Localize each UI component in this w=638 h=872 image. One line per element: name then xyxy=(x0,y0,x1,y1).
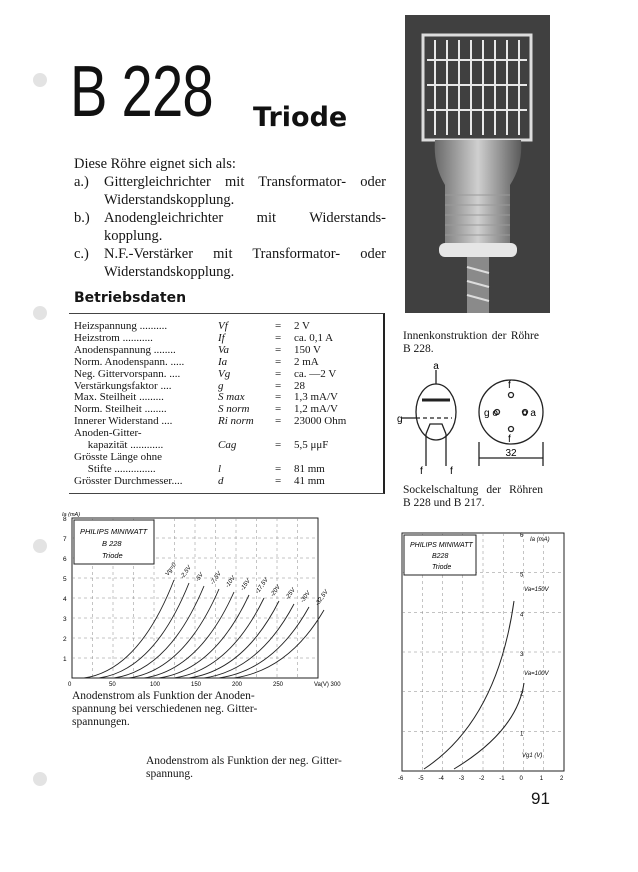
row-value: 81 mm xyxy=(294,462,325,475)
curve-label: -10V xyxy=(224,575,237,590)
x-tick-label: Va(V) 300 xyxy=(314,682,341,688)
use-item-text: Gittergleichrichter mit Transformator- oder Widerstandskopplung. xyxy=(104,174,386,208)
chart-brand: PHILIPS MINIWATT xyxy=(410,542,473,549)
row-symbol: Cag xyxy=(218,439,237,451)
chart-right xyxy=(392,525,572,783)
socket-pin-f-top: f xyxy=(508,380,511,391)
row-value: 2 mA xyxy=(294,355,319,368)
y-tick-label: 6 xyxy=(63,556,67,563)
curve-label: -17,5V xyxy=(254,577,270,596)
binder-hole xyxy=(33,306,47,320)
row-equals: = xyxy=(275,379,282,392)
y-tick-label: 5 xyxy=(520,572,524,579)
y-tick-label: 3 xyxy=(520,652,524,658)
socket-diagram xyxy=(396,362,556,477)
row-symbol: Vg xyxy=(218,367,231,380)
curve-label: -30V xyxy=(299,590,312,605)
row-equals: = xyxy=(275,403,282,416)
socket-label-g: g xyxy=(397,414,403,425)
transfer-curve xyxy=(424,601,514,769)
row-name: Heizstrom ........... xyxy=(74,331,153,344)
row-symbol: Vf xyxy=(218,320,228,332)
socket-diagram-svg xyxy=(396,362,556,477)
y-tick-label: 3 xyxy=(63,616,67,623)
socket-label-f2: f xyxy=(450,466,453,477)
chart-corner-label: Ia (mA) xyxy=(530,537,550,543)
socket-pin-g: g o xyxy=(484,408,498,419)
socket-label-f1: f xyxy=(420,466,423,477)
section-heading: Betriebsdaten xyxy=(74,290,187,306)
use-item-text: N.F.-Verstärker mit Transformator- oder Widerstandskopplung. xyxy=(104,246,386,280)
use-item-b xyxy=(74,209,386,245)
socket-pin-f-bottom: f xyxy=(508,434,511,445)
chart-left-svg xyxy=(56,508,341,688)
chart-brand: PHILIPS MINIWATT xyxy=(80,527,148,536)
x-tick-label: 150 xyxy=(191,682,202,688)
row-equals: = xyxy=(275,320,282,332)
row-equals: = xyxy=(275,474,282,487)
x-tick-label: 200 xyxy=(232,682,243,688)
row-symbol: d xyxy=(218,474,224,487)
row-equals: = xyxy=(275,439,282,451)
chart-subtitle: Triode xyxy=(102,551,123,560)
row-name: Anodenspannung ........ xyxy=(74,343,176,356)
characteristic-curve xyxy=(189,601,279,678)
row-value: 2 V xyxy=(294,320,310,332)
curve-label: -25V xyxy=(284,587,297,602)
row-name: Heizspannung .......... xyxy=(74,320,168,332)
characteristic-curve xyxy=(84,580,174,678)
row-equals: = xyxy=(275,367,282,380)
row-name: Grösster Durchmesser.... xyxy=(74,474,183,487)
chart-axis-label: Vg1 (V) xyxy=(522,753,543,759)
socket-label-a: a xyxy=(433,361,439,372)
socket-caption: Sockelschaltung der Röhren B 228 und B 217. xyxy=(403,484,543,509)
x-tick-label: -5 xyxy=(418,776,424,782)
characteristic-curve xyxy=(99,583,189,678)
row-value: 28 xyxy=(294,379,305,392)
curve-label: Vg=0 xyxy=(164,562,178,578)
row-symbol: S max xyxy=(218,391,245,404)
row-name: Innerer Widerstand .... xyxy=(74,415,173,428)
photo-caption: Innenkonstruktion der Röhre B 228. xyxy=(403,330,539,355)
use-item-c xyxy=(74,245,386,281)
use-item-label: c.) xyxy=(74,246,89,262)
y-tick-label: 5 xyxy=(63,576,67,583)
row-name: Max. Steilheit ......... xyxy=(74,391,164,404)
chart-subtitle: Triode xyxy=(432,564,452,571)
row-name: kapazität ............ xyxy=(74,439,164,451)
row-equals: = xyxy=(275,462,282,475)
tube-type-number: B 228 xyxy=(70,52,213,132)
row-equals: = xyxy=(275,355,282,368)
row-value: 5,5 μμF xyxy=(294,439,329,451)
row-name: Neg. Gittervorspann. .... xyxy=(74,367,181,380)
row-symbol: Ri norm xyxy=(218,415,254,428)
row-value: 1,3 mA/V xyxy=(294,391,338,404)
row-value: 1,2 mA/V xyxy=(294,403,338,416)
row-symbol: g xyxy=(218,379,224,392)
socket-dimension: 32 xyxy=(505,448,517,459)
characteristic-curve xyxy=(219,607,309,678)
chart-tube: B228 xyxy=(432,553,449,560)
y-tick-label: 1 xyxy=(520,731,524,738)
curve-label: Va=150V xyxy=(524,587,549,593)
characteristic-curve xyxy=(234,610,324,678)
socket-pin-a: o a xyxy=(522,408,536,419)
row-equals: = xyxy=(275,391,282,404)
row-symbol: S norm xyxy=(218,403,250,416)
curve-label: Va=100V xyxy=(524,671,549,677)
characteristic-curve xyxy=(129,589,219,678)
characteristic-curve xyxy=(159,595,249,678)
curve-label: -5V xyxy=(194,572,205,584)
characteristic-curve xyxy=(204,604,294,678)
row-equals: = xyxy=(275,331,282,344)
row-value: ca. —2 V xyxy=(294,367,337,380)
chart-tube: B 228 xyxy=(102,539,122,548)
x-tick-label: 0 xyxy=(519,776,523,782)
curve-label: -20V xyxy=(269,584,282,599)
binder-hole xyxy=(33,539,47,553)
y-tick-label: 2 xyxy=(63,636,67,643)
row-value: ca. 0,1 A xyxy=(294,331,334,344)
tube-type-word: Triode xyxy=(253,102,348,133)
x-tick-label: 100 xyxy=(150,682,161,688)
row-value: 150 V xyxy=(294,343,321,356)
row-equals: = xyxy=(275,343,282,356)
x-tick-label: 250 xyxy=(273,682,284,688)
row-name: Verstärkungsfaktor .... xyxy=(74,379,172,392)
use-item-a xyxy=(74,173,386,209)
characteristic-curve xyxy=(144,592,234,678)
x-tick-label: -2 xyxy=(479,776,485,782)
row-symbol: If xyxy=(218,331,225,344)
row-value: 23000 Ohm xyxy=(294,415,347,428)
row-equals: = xyxy=(275,415,282,428)
x-tick-label: 1 xyxy=(539,776,544,782)
row-value: 41 mm xyxy=(294,474,325,487)
use-item-label: a.) xyxy=(74,174,89,190)
row-name: Norm. Anodenspann. ..... xyxy=(74,355,185,368)
characteristic-curve xyxy=(114,586,204,678)
y-tick-label: 1 xyxy=(63,656,67,663)
x-tick-label: 50 xyxy=(109,682,116,688)
x-tick-label: -4 xyxy=(438,776,444,782)
curve-label: -7,5V xyxy=(209,570,223,587)
x-tick-label: -3 xyxy=(458,776,465,782)
binder-hole xyxy=(33,772,47,786)
curve-label: -2,5V xyxy=(179,564,193,581)
row-symbol: Ia xyxy=(218,355,228,368)
chart-right-caption: Anodenstrom als Funktion der neg. Gitter- spannung. xyxy=(146,755,342,780)
binder-hole xyxy=(33,73,47,87)
x-tick-label: 2 xyxy=(560,776,564,782)
row-name: Norm. Steilheit ........ xyxy=(74,403,167,416)
use-item-text: Anodengleichrichter mit Widerstands- kopplung. xyxy=(104,210,386,244)
row-symbol: l xyxy=(218,462,222,475)
tube-photo xyxy=(405,15,550,313)
row-name: Stifte ............... xyxy=(74,462,156,475)
row-name: Grösste Länge ohne xyxy=(74,450,162,463)
y-tick-label: 4 xyxy=(520,612,524,619)
chart-left-caption: Anodenstrom als Funktion der Anoden- spannung bei verschiedenen neg. Gitter- spannungen. xyxy=(72,690,258,728)
x-tick-label: 0 xyxy=(68,682,72,688)
chart-right-svg xyxy=(392,525,572,783)
page-number: 91 xyxy=(531,789,550,808)
y-tick-label: 2 xyxy=(520,691,524,698)
transfer-curve xyxy=(454,683,524,769)
intro-lead: Diese Röhre eignet sich als: xyxy=(74,156,236,172)
x-tick-label: -1 xyxy=(499,776,505,782)
row-symbol: Va xyxy=(218,343,229,356)
curve-label: -32,5V xyxy=(314,589,330,608)
chart-corner-label: Ia (mA) xyxy=(62,512,81,518)
y-tick-label: 8 xyxy=(63,516,67,523)
y-tick-label: 7 xyxy=(63,536,67,543)
y-tick-label: 4 xyxy=(63,596,67,603)
chart-left xyxy=(56,508,341,688)
row-name: Anoden-Gitter- xyxy=(74,427,142,440)
y-tick-label: 6 xyxy=(520,533,524,539)
x-tick-label: -6 xyxy=(398,776,404,782)
use-item-label: b.) xyxy=(74,210,90,226)
curve-label: -15V xyxy=(239,578,252,593)
tube-photo-image xyxy=(405,15,550,313)
